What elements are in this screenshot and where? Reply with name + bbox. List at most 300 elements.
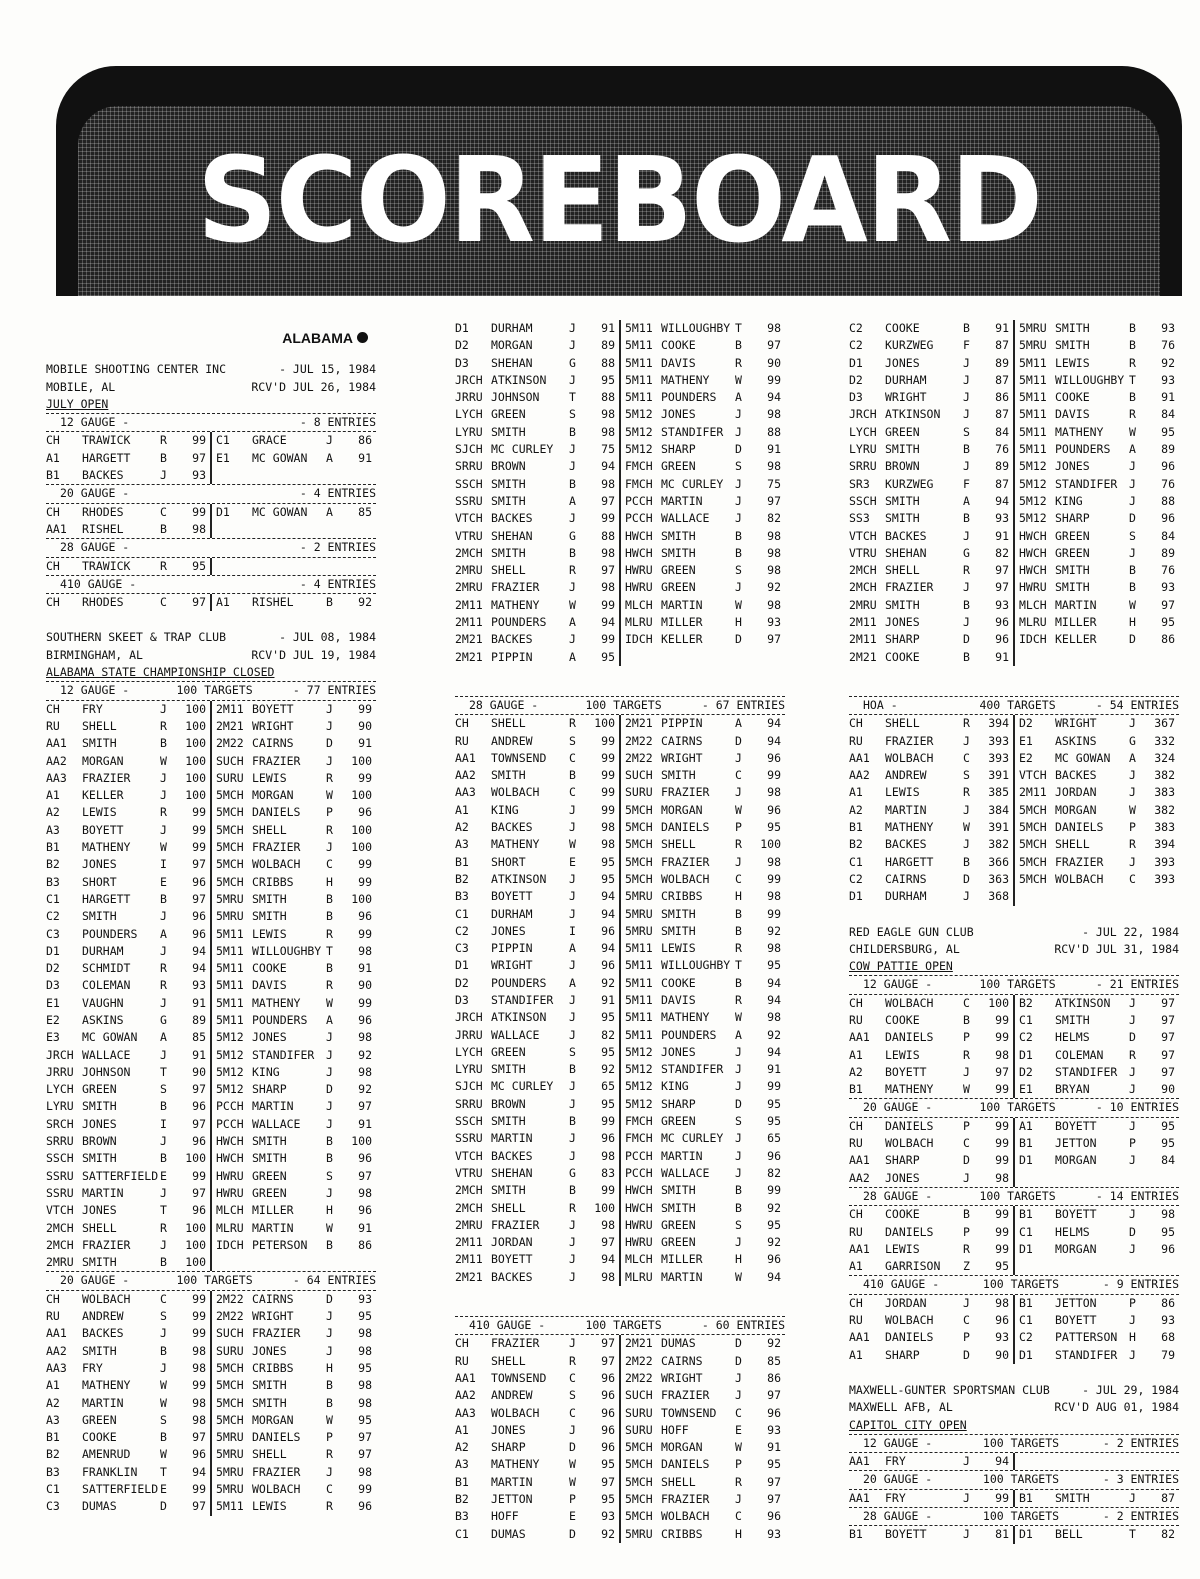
shooter-name: FRY <box>885 1490 906 1505</box>
result-row <box>455 1422 619 1439</box>
result-row <box>46 558 210 575</box>
shooter-name: ATKINSON <box>885 407 941 422</box>
shooter-initial: A <box>569 493 576 508</box>
result-row <box>212 1012 376 1029</box>
class-code: D1 <box>455 958 469 973</box>
result-row <box>212 1464 376 1481</box>
shooter-name: COOKE <box>885 1207 920 1222</box>
shooter-name: SMITH <box>661 1200 696 1215</box>
result-row <box>212 1150 376 1167</box>
score: 99 <box>767 1079 781 1094</box>
shooter-initial: D <box>569 1440 576 1455</box>
result-row <box>455 1217 619 1234</box>
score: 97 <box>192 1185 206 1200</box>
score: 89 <box>1161 442 1175 457</box>
shooter-initial: J <box>569 1336 576 1351</box>
class-code: B1 <box>1019 1490 1033 1505</box>
result-row <box>621 406 785 423</box>
shooter-initial: J <box>1129 1207 1136 1222</box>
shooter-name: WALLACE <box>82 1047 131 1062</box>
shooter-name: BROWN <box>885 459 920 474</box>
shooter-initial: J <box>569 459 576 474</box>
score: 98 <box>767 597 781 612</box>
shooter-initial: R <box>326 1499 333 1514</box>
class-code: D2 <box>455 975 469 990</box>
result-row <box>212 1133 376 1150</box>
result-row <box>212 926 376 943</box>
score: 98 <box>767 528 781 543</box>
class-code: C1 <box>1019 1224 1033 1239</box>
result-row <box>849 1258 1013 1275</box>
shooter-initial: P <box>735 1457 742 1472</box>
shooter-name: MARTIN <box>661 597 703 612</box>
result-row <box>46 735 210 752</box>
shooter-name: SMITH <box>491 1062 526 1077</box>
result-row <box>849 995 1013 1012</box>
class-code: AA1 <box>849 750 870 765</box>
result-row <box>621 802 785 819</box>
score: 97 <box>767 338 781 353</box>
shooter-initial: F <box>963 476 970 491</box>
score: 91 <box>358 961 372 976</box>
score: 86 <box>1161 1295 1175 1310</box>
shooter-name: BOYETT <box>1055 1207 1097 1222</box>
shooter-name: HARGETT <box>885 854 934 869</box>
shooter-name: BACKES <box>1055 768 1097 783</box>
class-code: LYCH <box>849 424 877 439</box>
class-code: 5M11 <box>216 961 244 976</box>
result-row <box>455 1027 619 1044</box>
class-code: 5MCH <box>216 840 244 855</box>
result-row <box>849 819 1013 836</box>
shooter-initial: B <box>963 511 970 526</box>
score: 88 <box>767 424 781 439</box>
score: 85 <box>192 1030 206 1045</box>
result-row <box>46 753 210 770</box>
result-row <box>455 476 619 493</box>
score: 99 <box>995 1241 1009 1256</box>
result-row <box>1015 854 1179 871</box>
results-column-1 <box>46 320 376 1516</box>
score: 87 <box>995 372 1009 387</box>
class-code: 5MCH <box>625 854 653 869</box>
shooter-name: SHEHAN <box>491 528 533 543</box>
class-code: CH <box>849 1118 863 1133</box>
result-row <box>1015 733 1179 750</box>
shooter-name: SHELL <box>661 1474 696 1489</box>
result-row <box>1015 1135 1179 1152</box>
score: 99 <box>601 733 615 748</box>
shooter-initial: J <box>160 995 167 1010</box>
shooter-name: MATHENY <box>491 1457 540 1472</box>
left-results <box>849 995 1015 1099</box>
event-header <box>46 681 376 700</box>
class-code: PCCH <box>625 493 653 508</box>
score: 84 <box>1161 528 1175 543</box>
shooter-initial: B <box>326 1134 333 1149</box>
shooter-name: WILLOUGHBY <box>661 321 731 335</box>
class-code: AA1 <box>455 1370 476 1385</box>
right-results <box>1015 1453 1179 1470</box>
shooter-initial: R <box>160 978 167 993</box>
result-row <box>455 733 619 750</box>
shooter-initial: G <box>569 1165 576 1180</box>
score: 93 <box>1161 580 1175 595</box>
result-row <box>1015 767 1179 784</box>
class-code: B2 <box>46 1447 60 1462</box>
score: 88 <box>601 390 615 405</box>
shooter-name: STANDIFER <box>1055 1064 1118 1079</box>
shooter-name: MARTIN <box>252 1099 294 1114</box>
class-code: 2M11 <box>455 615 483 630</box>
shooter-name: MC CURLEY <box>491 442 554 457</box>
shooter-initial: S <box>1129 528 1136 543</box>
result-row <box>849 750 1013 767</box>
result-row <box>1015 562 1179 579</box>
score: 96 <box>192 1447 206 1462</box>
score: 99 <box>995 1207 1009 1222</box>
class-code: E1 <box>1019 1082 1033 1097</box>
left-results <box>455 1335 621 1543</box>
class-code: 5M11 <box>625 321 653 335</box>
class-code: D1 <box>1019 1153 1033 1168</box>
class-code: 5M12 <box>1019 459 1047 474</box>
shooter-initial: R <box>963 716 970 731</box>
shooter-initial: W <box>735 372 742 387</box>
class-code: A1 <box>455 1422 469 1437</box>
class-code: RU <box>455 733 469 748</box>
shooter-initial: J <box>160 1360 167 1375</box>
gauge-event <box>849 1507 1179 1544</box>
right-results <box>212 558 376 575</box>
class-code: HWRU <box>625 563 653 578</box>
shooter-name: SMITH <box>885 493 920 508</box>
shooter-initial: P <box>569 1492 576 1506</box>
left-results <box>46 1291 212 1516</box>
left-results <box>46 594 212 611</box>
shooter-name: DURHAM <box>82 943 124 958</box>
shooter-name: LEWIS <box>252 770 287 785</box>
class-code: AA1 <box>849 1330 870 1345</box>
result-row <box>46 594 210 611</box>
result-row <box>212 1185 376 1202</box>
shooter-name: JONES <box>885 615 920 630</box>
shooter-initial: A <box>569 649 576 664</box>
shooter-name: MC GOWAN <box>82 1030 138 1045</box>
score: 85 <box>767 1353 781 1368</box>
shooter-name: DURHAM <box>885 372 927 387</box>
shooter-initial: A <box>569 615 576 630</box>
score: 383 <box>1154 785 1175 800</box>
shooter-name: POUNDERS <box>491 615 547 630</box>
score: 96 <box>995 615 1009 630</box>
shooter-initial: B <box>160 1099 167 1114</box>
shooter-initial: S <box>569 407 576 422</box>
results-table <box>455 320 785 666</box>
shooter-name: MARTIN <box>491 1474 533 1489</box>
shooter-name: GREEN <box>491 1044 526 1059</box>
shooter-name: KURZWEG <box>885 476 934 491</box>
class-code: VTCH <box>1019 768 1047 783</box>
shooter-name: MATHENY <box>661 372 710 387</box>
result-row <box>621 1113 785 1130</box>
shooter-name: COOKE <box>82 1430 117 1445</box>
result-row <box>455 562 619 579</box>
result-row <box>455 1370 619 1387</box>
result-row <box>46 943 210 960</box>
shooter-name: SHARP <box>661 442 696 457</box>
shooter-name: JONES <box>491 1422 526 1437</box>
class-code: 5MCH <box>625 1474 653 1489</box>
score: 96 <box>192 926 206 941</box>
event-entries: - 3 ENTRIES <box>1102 1472 1180 1487</box>
class-code: 2M11 <box>455 1252 483 1267</box>
shooter-name: FRAZIER <box>82 1237 131 1252</box>
shooter-initial: H <box>326 1203 333 1218</box>
class-code: D1 <box>849 889 863 904</box>
class-code: AA1 <box>849 1490 870 1505</box>
result-row <box>1015 579 1179 596</box>
score: 86 <box>1161 632 1175 647</box>
score: 88 <box>601 355 615 370</box>
class-code: FMCH <box>625 1114 653 1129</box>
class-code: 2M21 <box>455 649 483 664</box>
result-row <box>621 424 785 441</box>
score: 94 <box>601 941 615 956</box>
class-code: 5MCH <box>625 802 653 817</box>
class-code: 5M12 <box>1019 476 1047 491</box>
class-code: MLCH <box>1019 597 1047 612</box>
score: 98 <box>601 1269 615 1284</box>
shooter-initial: S <box>569 733 576 748</box>
class-code: 2M11 <box>216 701 244 716</box>
result-row <box>46 1029 210 1046</box>
score: 96 <box>601 1422 615 1437</box>
result-row <box>46 1202 210 1219</box>
result-row <box>455 458 619 475</box>
result-row <box>621 1405 785 1422</box>
score: 98 <box>358 943 372 958</box>
shooter-initial: G <box>569 355 576 370</box>
results-table <box>849 1118 1179 1187</box>
shooter-initial: W <box>735 1010 742 1025</box>
class-code: MLCH <box>625 597 653 612</box>
gauge-event <box>849 1470 1179 1507</box>
shooter-initial: W <box>963 1082 970 1097</box>
result-row <box>621 1027 785 1044</box>
banner-panel <box>78 106 1160 296</box>
shooter-initial: B <box>963 442 970 457</box>
results-table <box>46 558 376 575</box>
class-code: C3 <box>46 1499 60 1514</box>
result-row <box>212 960 376 977</box>
shooter-initial: S <box>963 768 970 783</box>
shooter-initial: J <box>569 1096 576 1111</box>
score: 100 <box>185 753 206 768</box>
result-row <box>212 450 376 467</box>
result-row <box>849 1047 1013 1064</box>
banner-title: SCOREBOARD <box>196 132 1042 270</box>
shooter-initial: R <box>963 1047 970 1062</box>
result-row <box>621 320 785 337</box>
class-code: 2MRU <box>455 563 483 578</box>
shooter-initial: B <box>569 1114 576 1129</box>
shooter-initial: R <box>326 978 333 993</box>
shooter-initial: C <box>569 1370 576 1385</box>
result-row <box>46 1291 210 1308</box>
event-entries: - 8 ENTRIES <box>299 415 377 430</box>
score: 90 <box>358 978 372 993</box>
result-row <box>455 1456 619 1473</box>
class-code: HWRU <box>625 1217 653 1232</box>
class-code: C2 <box>1019 1030 1033 1045</box>
shooter-name: LEWIS <box>82 805 117 820</box>
result-row <box>1015 441 1179 458</box>
result-row <box>455 1078 619 1095</box>
class-code: 2MCH <box>46 1237 74 1252</box>
class-code: B2 <box>455 1492 469 1506</box>
result-row <box>1015 802 1179 819</box>
result-row <box>455 1182 619 1199</box>
score: 94 <box>601 615 615 630</box>
class-code: 5MCH <box>216 1412 244 1427</box>
class-code: SSCH <box>46 1151 74 1166</box>
score: 92 <box>767 923 781 938</box>
shooter-initial: R <box>735 355 742 370</box>
class-code: SJCH <box>455 1079 483 1094</box>
result-row <box>621 1387 785 1404</box>
shooter-initial: J <box>569 820 576 835</box>
score: 97 <box>1161 995 1175 1010</box>
class-code: 5MCH <box>216 805 244 820</box>
shooter-initial: H <box>735 1526 742 1541</box>
shooter-name: MARTIN <box>82 1395 124 1410</box>
result-row <box>212 594 376 611</box>
class-code: 2MCH <box>46 1220 74 1235</box>
result-row <box>455 1009 619 1026</box>
class-code: VTCH <box>46 1203 74 1218</box>
shooter-initial: D <box>735 632 742 647</box>
shooter-name: FRAZIER <box>1055 854 1104 869</box>
shooter-initial: J <box>963 355 970 370</box>
score: 100 <box>185 701 206 716</box>
scoreboard-banner <box>56 66 1182 296</box>
class-code: A1 <box>849 1047 863 1062</box>
result-row <box>212 856 376 873</box>
class-code: SSRU <box>455 493 483 508</box>
class-code: SRRU <box>849 459 877 474</box>
result-row <box>46 926 210 943</box>
shooter-initial: J <box>1129 1313 1136 1328</box>
class-code: RU <box>849 733 863 748</box>
score: 76 <box>1161 563 1175 578</box>
shooter-name: BROWN <box>82 1134 117 1149</box>
gauge-event <box>46 681 376 1271</box>
shooter-initial: B <box>963 854 970 869</box>
shooter-name: JORDAN <box>491 1235 533 1250</box>
score: 96 <box>601 1440 615 1455</box>
result-row <box>46 995 210 1012</box>
shooter-name: FRAZIER <box>885 580 934 595</box>
result-row <box>1015 836 1179 853</box>
bullet-icon <box>357 332 368 343</box>
shooter-initial: T <box>326 943 333 958</box>
score: 87 <box>1161 1490 1175 1505</box>
class-code: IDCH <box>1019 632 1047 647</box>
score: 94 <box>767 975 781 990</box>
class-code: 5M11 <box>625 1027 653 1042</box>
shooter-initial: B <box>569 1183 576 1198</box>
result-row <box>621 545 785 562</box>
shooter-initial: J <box>735 1079 742 1094</box>
class-code: A2 <box>455 820 469 835</box>
score: 94 <box>192 1464 206 1479</box>
result-row <box>46 504 210 521</box>
result-row <box>212 1064 376 1081</box>
class-code: B1 <box>849 1527 863 1542</box>
shooter-name: DAVIS <box>661 992 696 1007</box>
result-row <box>46 467 210 484</box>
shooter-initial: J <box>160 909 167 924</box>
shooter-name: CAIRNS <box>661 733 703 748</box>
class-code: E3 <box>46 1030 60 1045</box>
club-name: RED EAGLE GUN CLUB <box>849 924 974 939</box>
result-row <box>455 1439 619 1456</box>
shooter-name: GREEN <box>661 1217 696 1232</box>
shooter-name: SHARP <box>885 632 920 647</box>
shoot-name: COW PATTIE OPEN <box>849 959 953 974</box>
score: 98 <box>358 1378 372 1393</box>
result-row <box>849 493 1013 510</box>
score: 394 <box>1154 837 1175 852</box>
score: 85 <box>358 504 372 519</box>
result-row <box>621 1217 785 1234</box>
shooter-name: BACKES <box>885 837 927 852</box>
shooter-initial: J <box>735 407 742 422</box>
event-entries: - 21 ENTRIES <box>1095 977 1179 992</box>
shooter-initial: J <box>1129 545 1136 560</box>
class-code: 5M12 <box>625 407 653 422</box>
class-code: MLCH <box>625 1252 653 1267</box>
shooter-initial: J <box>1129 854 1136 869</box>
class-code: SRRU <box>455 459 483 474</box>
score: 82 <box>767 511 781 526</box>
shooter-name: GREEN <box>1055 545 1090 560</box>
shooter-name: SMITH <box>491 476 526 491</box>
shooter-name: AMENRUD <box>82 1447 131 1462</box>
shooter-name: PATTERSON <box>1055 1330 1118 1345</box>
class-code: 2M11 <box>849 632 877 647</box>
result-row <box>621 750 785 767</box>
score: 94 <box>767 1044 781 1059</box>
class-code: A2 <box>849 1064 863 1079</box>
class-code: MLRU <box>625 1269 653 1284</box>
result-row <box>621 1078 785 1095</box>
score: 100 <box>594 716 615 731</box>
event-targets: 100 TARGETS <box>982 1277 1060 1292</box>
shooter-name: JOHNSON <box>491 390 540 405</box>
gauge-event <box>46 484 376 538</box>
score: 93 <box>192 468 206 483</box>
club-name: MOBILE SHOOTING CENTER INC <box>46 362 227 377</box>
shooter-name: MATHENY <box>885 1082 934 1097</box>
score: 98 <box>192 1343 206 1358</box>
results-table <box>849 1526 1179 1543</box>
shooter-initial: R <box>160 558 167 573</box>
score: 97 <box>192 857 206 872</box>
score: 93 <box>767 615 781 630</box>
class-code: 2M21 <box>455 1269 483 1284</box>
